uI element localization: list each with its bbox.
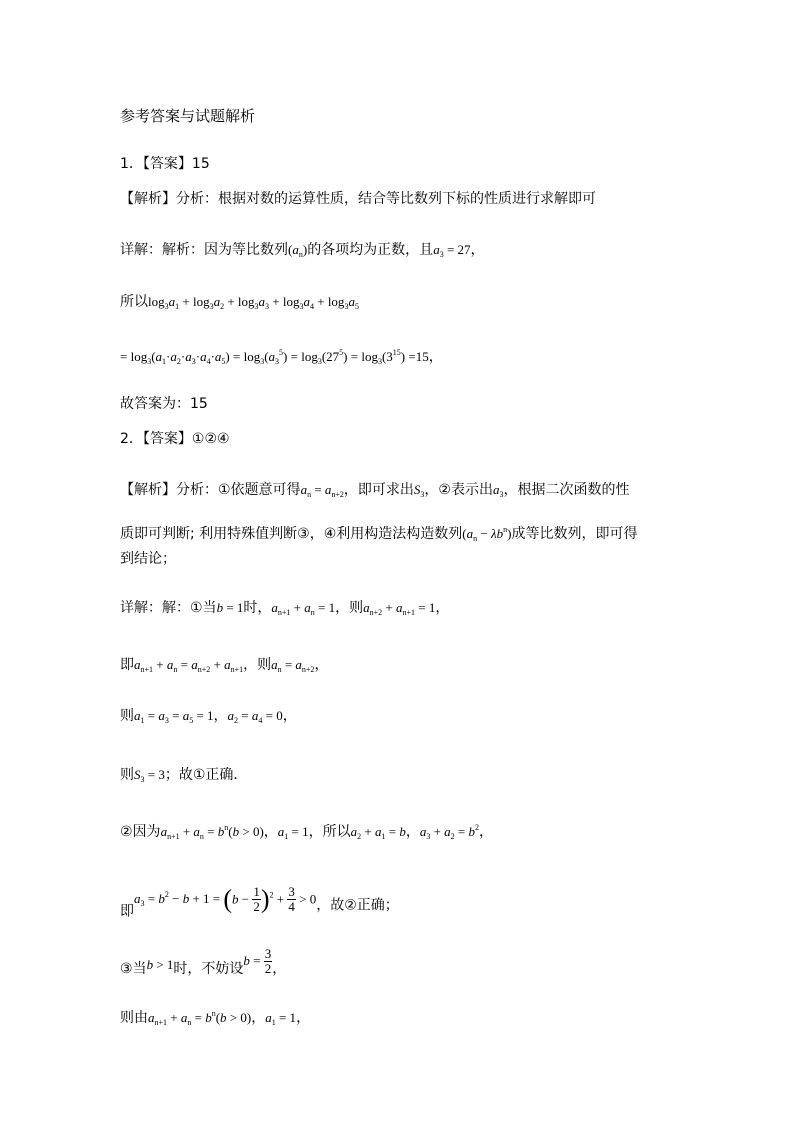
math-construct: $(a_n - \lambda b^n)$ — [462, 525, 512, 543]
page-title: 参考答案与试题解析 — [120, 107, 256, 125]
q2-a3-line: 即$a_3 = b^2 - b + 1 = (b$ − $\frac{1}{2}$ )$^2$ + $\frac{3}{4}$ > 0，故②正确； — [120, 884, 399, 920]
q2-detail-2: 即$a_{n+1} + a_n = a_{n+2} + a_{n+1}$，则$a_n = a_{n+2}$， — [120, 657, 329, 674]
math-s3: $S_3$ — [413, 482, 425, 499]
q2-analysis-3: 到结论； — [120, 551, 176, 567]
q1-analysis: 【解析】分析：根据对数的运算性质，结合等比数列下标的性质进行求解即可 — [120, 191, 596, 207]
q2-analysis-2: 质即可判断; 利用特殊值判断③，④利用构造法构造数列$(a_n - \lambda b^n)$成等比数列，即可得 — [120, 525, 638, 543]
q2-part2: ②因为$a_{n+1} + a_n = b^n(b > 0)$，$a_1 = 1$，所以$a_2 + a_1 = b$，$a_3 + a_2 = b^2$， — [120, 823, 493, 841]
q1-sum-line — [120, 292, 359, 317]
q2-analysis-1: 【解析】分析：①依题意可得$a_n = a_{n+2}$，即可求出$S_3$，②表示出$a_3$，根据二次函数的性 — [120, 482, 630, 499]
q1-sum-prefix: 所以 — [120, 294, 148, 310]
math-log-sum: $\log_3a_1 + \log_3a_2 + \log_3a_3 + \log_3a_4 + \log_3a_5$ — [148, 294, 359, 311]
math-a3: a — [433, 242, 440, 257]
q1-detail: 详解：解析：因为等比数列$(a_n)$的各项均为正数，且$a_3 = 27$， — [120, 242, 485, 259]
q2-answer: 2．【答案】①②④ — [120, 431, 230, 447]
q1-conclusion: 故答案为：15 — [120, 396, 208, 412]
q2-detail-4: 则$S_3 = 3$；故①正确． — [120, 767, 248, 784]
math-an-eq: $a_n = a_{n+2}$ — [300, 482, 344, 499]
math-log-calc: = $\log_3(a_1\cdot a_2\cdot a_3\cdot a_4\cdot a_5) = \log_3(a_3^5) = \log_3(27^5) = \log_3(3^{15}) =15$ — [120, 348, 429, 366]
q2-part3: ③当b > 1时，不妨设b = $\frac{3}{2}$ ， — [120, 945, 287, 977]
q2-detail-1: 详解：解：①当b = 1时，$a_{n+1} + a_n = 1$，则$a_{n+2} + a_{n+1} = 1$， — [120, 600, 450, 617]
q1-detail-prefix: 详解：解析：因为等比数列 — [120, 242, 288, 258]
q1-answer: 1．【答案】15 — [120, 156, 210, 172]
q2-detail-3: 则$a_1 = a_3 = a_5 = 1$，$a_2 = a_4 = 0$， — [120, 708, 297, 725]
q1-calc-line: = $\log_3(a_1\cdot a_2\cdot a_3\cdot a_4\cdot a_5) = \log_3(a_3^5) = \log_3(27^5) = \log_3(3^{15}) =15$， — [120, 348, 443, 366]
math-seq: $(a_n)$ — [288, 242, 308, 259]
q2-last: 则由$a_{n+1} + a_n = b^n(b > 0)$，$a_1 = 1$， — [120, 1009, 311, 1027]
q1-detail-mid: 的各项均为正数，且 — [307, 242, 434, 258]
math-a3: $a_3$ — [492, 482, 504, 499]
